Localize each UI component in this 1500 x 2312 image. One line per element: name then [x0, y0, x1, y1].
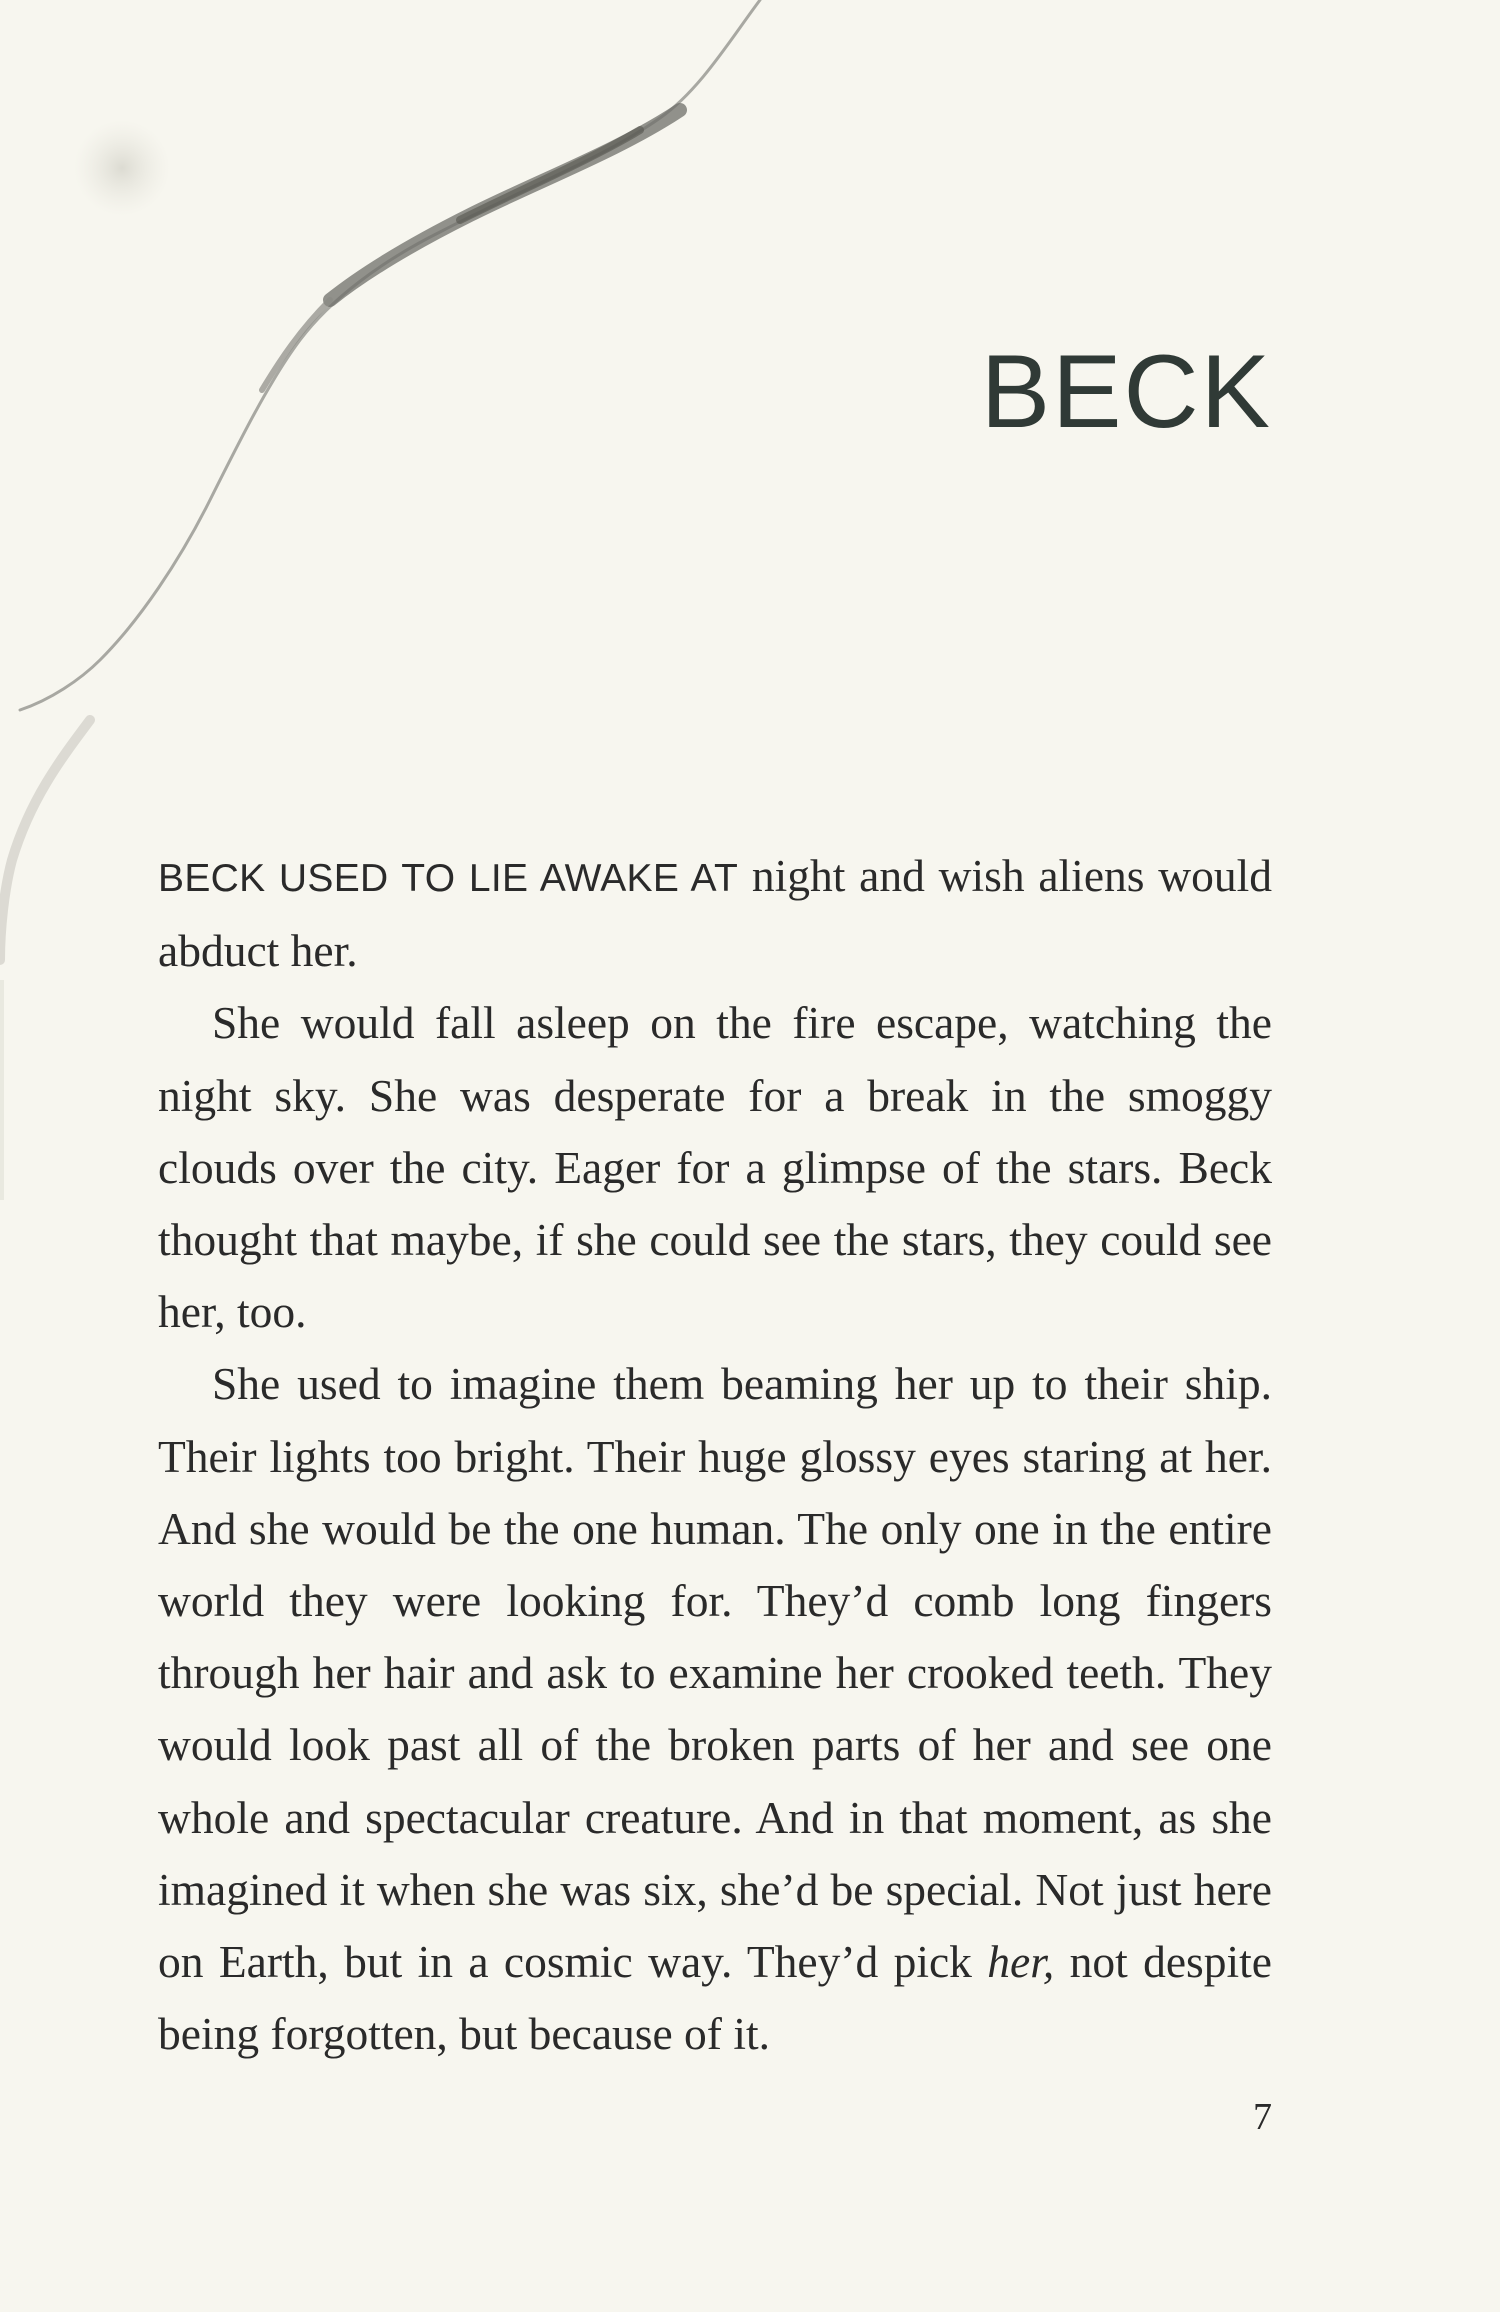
- page-number: 7: [1253, 2096, 1272, 2138]
- chapter-body: [158, 840, 1272, 2070]
- lead-in-small-caps: BECK USED TO LIE AWAKE AT: [158, 857, 739, 900]
- paragraph-3: [158, 1348, 1272, 2070]
- paragraph-2: She would fall asleep on the fire escape, watching the night sky. She was desperate for a break in the smoggy clouds over the city. Eager for a glimpse of the stars. Beck thought that maybe, if she could see the stars, they could see her, too.: [158, 997, 1272, 1338]
- emphasis-her: her,: [987, 1936, 1055, 1988]
- ink-blot: [74, 120, 170, 216]
- chapter-title: BECK: [980, 334, 1272, 450]
- paragraph-3-ending: not despite being forgotten, but because of it.: [158, 1936, 1272, 2060]
- paragraph-1-text: night and wish aliens would abduct her.: [158, 850, 1272, 977]
- paragraph-1: [158, 840, 1272, 987]
- paragraph-3-text: She used to imagine them beaming her up to their ship. Their lights too bright. Their huge glossy eyes staring at her. And she would be the one human. The only one in the entire world they were looking for. They’d comb long fingers through her hair and ask to examine her crooked teeth. They would look past all of the broken parts of her and see one whole and spectacular creature. And in that moment, as she imagined it when she was six, she’d be special. Not just here on Earth, but in a cosmic way. They’d pick: [158, 1358, 1272, 1988]
